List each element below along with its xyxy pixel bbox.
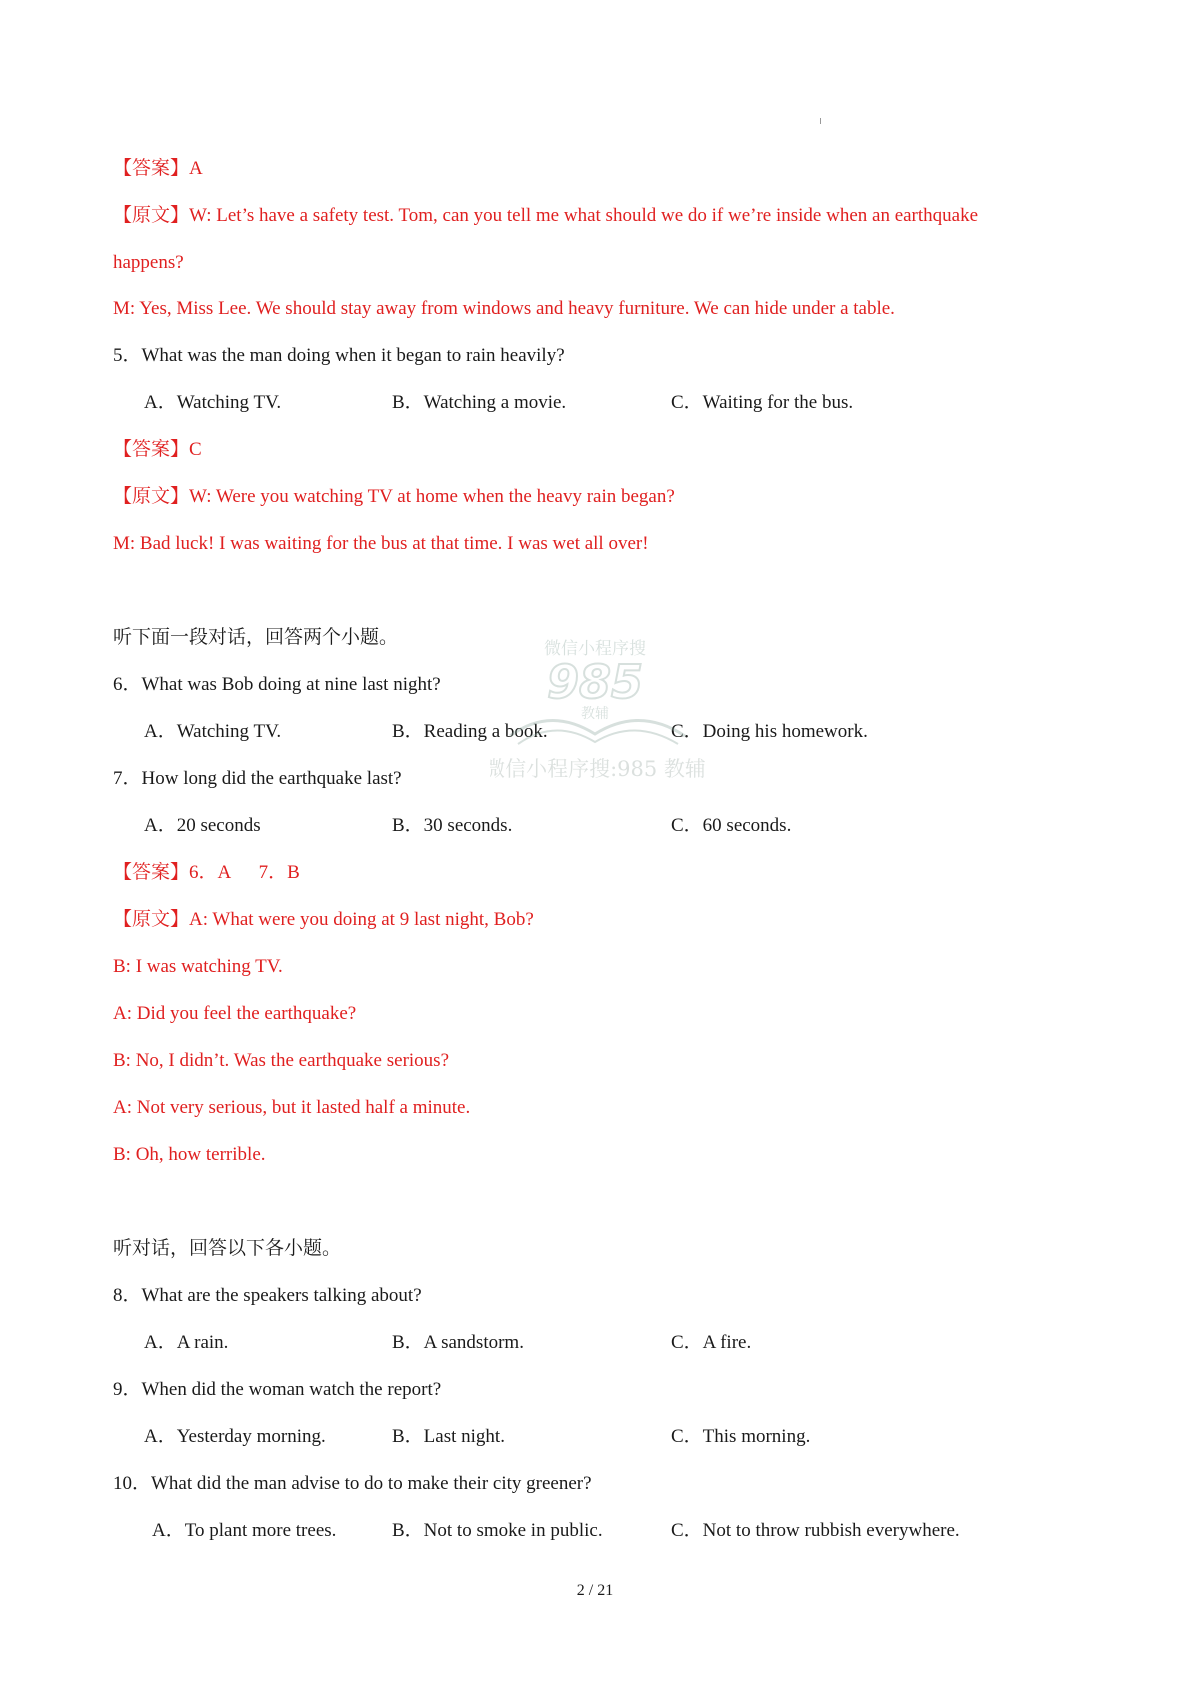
transcript-4-line-3: M: Yes, Miss Lee. We should stay away from windows and heavy furniture. We can hide under a table. bbox=[113, 298, 895, 319]
transcript-6-7-line-2: B: I was watching TV. bbox=[113, 956, 283, 977]
question-6-option-a: A．Watching TV. bbox=[144, 721, 282, 742]
instruction-6-7: 听下面一段对话，回答两个小题。 bbox=[113, 627, 399, 648]
question-7: 7．How long did the earthquake last? bbox=[113, 768, 402, 789]
question-7-option-b: B．30 seconds. bbox=[392, 815, 513, 836]
transcript-6-7-line-4: B: No, I didn’t. Was the earthquake serious? bbox=[113, 1050, 449, 1071]
question-8-option-a: A．A rain. bbox=[144, 1332, 229, 1353]
question-6: 6．What was Bob doing at nine last night? bbox=[113, 674, 441, 695]
instruction-8-10: 听对话，回答以下各小题。 bbox=[113, 1238, 342, 1259]
question-6-option-c: C．Doing his homework. bbox=[671, 721, 868, 742]
page-number: 2 / 21 bbox=[576, 1582, 614, 1599]
page-mark bbox=[820, 118, 821, 124]
transcript-6-7-line-6: B: Oh, how terrible. bbox=[113, 1144, 266, 1165]
transcript-5-line-2: M: Bad luck! I was waiting for the bus at that time. I was wet all over! bbox=[113, 533, 649, 554]
question-10-option-a: A．To plant more trees. bbox=[152, 1520, 337, 1541]
question-9: 9．When did the woman watch the report? bbox=[113, 1379, 442, 1400]
question-10-option-b: B．Not to smoke in public. bbox=[392, 1520, 603, 1541]
watermark-number: 985 bbox=[546, 655, 644, 709]
question-5-option-c: C．Waiting for the bus. bbox=[671, 392, 854, 413]
transcript-6-7-line-5: A: Not very serious, but it lasted half a minute. bbox=[113, 1097, 471, 1118]
watermark-logo bbox=[490, 636, 730, 786]
transcript-5-line-1: 【原文】W: Were you watching TV at home when the heavy rain began? bbox=[113, 486, 675, 507]
question-8-option-c: C．A fire. bbox=[671, 1332, 752, 1353]
question-8-option-b: B．A sandstorm. bbox=[392, 1332, 524, 1353]
answer-4: 【答案】A bbox=[113, 158, 203, 179]
transcript-4-line-1: 【原文】W: Let’s have a safety test. Tom, can you tell me what should we do if we’re inside when an earthquake bbox=[113, 205, 979, 226]
watermark-sub-text: 教辅 bbox=[581, 706, 609, 722]
question-9-option-c: C．This morning. bbox=[671, 1426, 811, 1447]
transcript-6-7-line-3: A: Did you feel the earthquake? bbox=[113, 1003, 357, 1024]
transcript-4-line-2: happens? bbox=[113, 252, 184, 273]
question-5-option-b: B．Watching a movie. bbox=[392, 392, 567, 413]
answer-5: 【答案】C bbox=[113, 439, 202, 460]
question-6-option-b: B．Reading a book. bbox=[392, 721, 548, 742]
question-9-option-b: B．Last night. bbox=[392, 1426, 505, 1447]
question-9-option-a: A．Yesterday morning. bbox=[144, 1426, 326, 1447]
watermark-top-text: 微信小程序搜 bbox=[544, 639, 646, 659]
question-10-option-c: C．Not to throw rubbish everywhere. bbox=[671, 1520, 960, 1541]
answer-6-7: 【答案】6．A 7．B bbox=[113, 862, 300, 883]
question-7-option-c: C．60 seconds. bbox=[671, 815, 792, 836]
question-10: 10．What did the man advise to do to make their city greener? bbox=[113, 1473, 592, 1494]
watermark-caption: 微信小程序搜:985 教辅 bbox=[490, 757, 706, 781]
question-5: 5．What was the man doing when it began to rain heavily? bbox=[113, 345, 565, 366]
watermark-graphic bbox=[490, 636, 730, 786]
question-7-option-a: A．20 seconds bbox=[144, 815, 261, 836]
question-8: 8．What are the speakers talking about? bbox=[113, 1285, 422, 1306]
question-5-option-a: A．Watching TV. bbox=[144, 392, 282, 413]
transcript-6-7-line-1: 【原文】A: What were you doing at 9 last night, Bob? bbox=[113, 909, 534, 930]
